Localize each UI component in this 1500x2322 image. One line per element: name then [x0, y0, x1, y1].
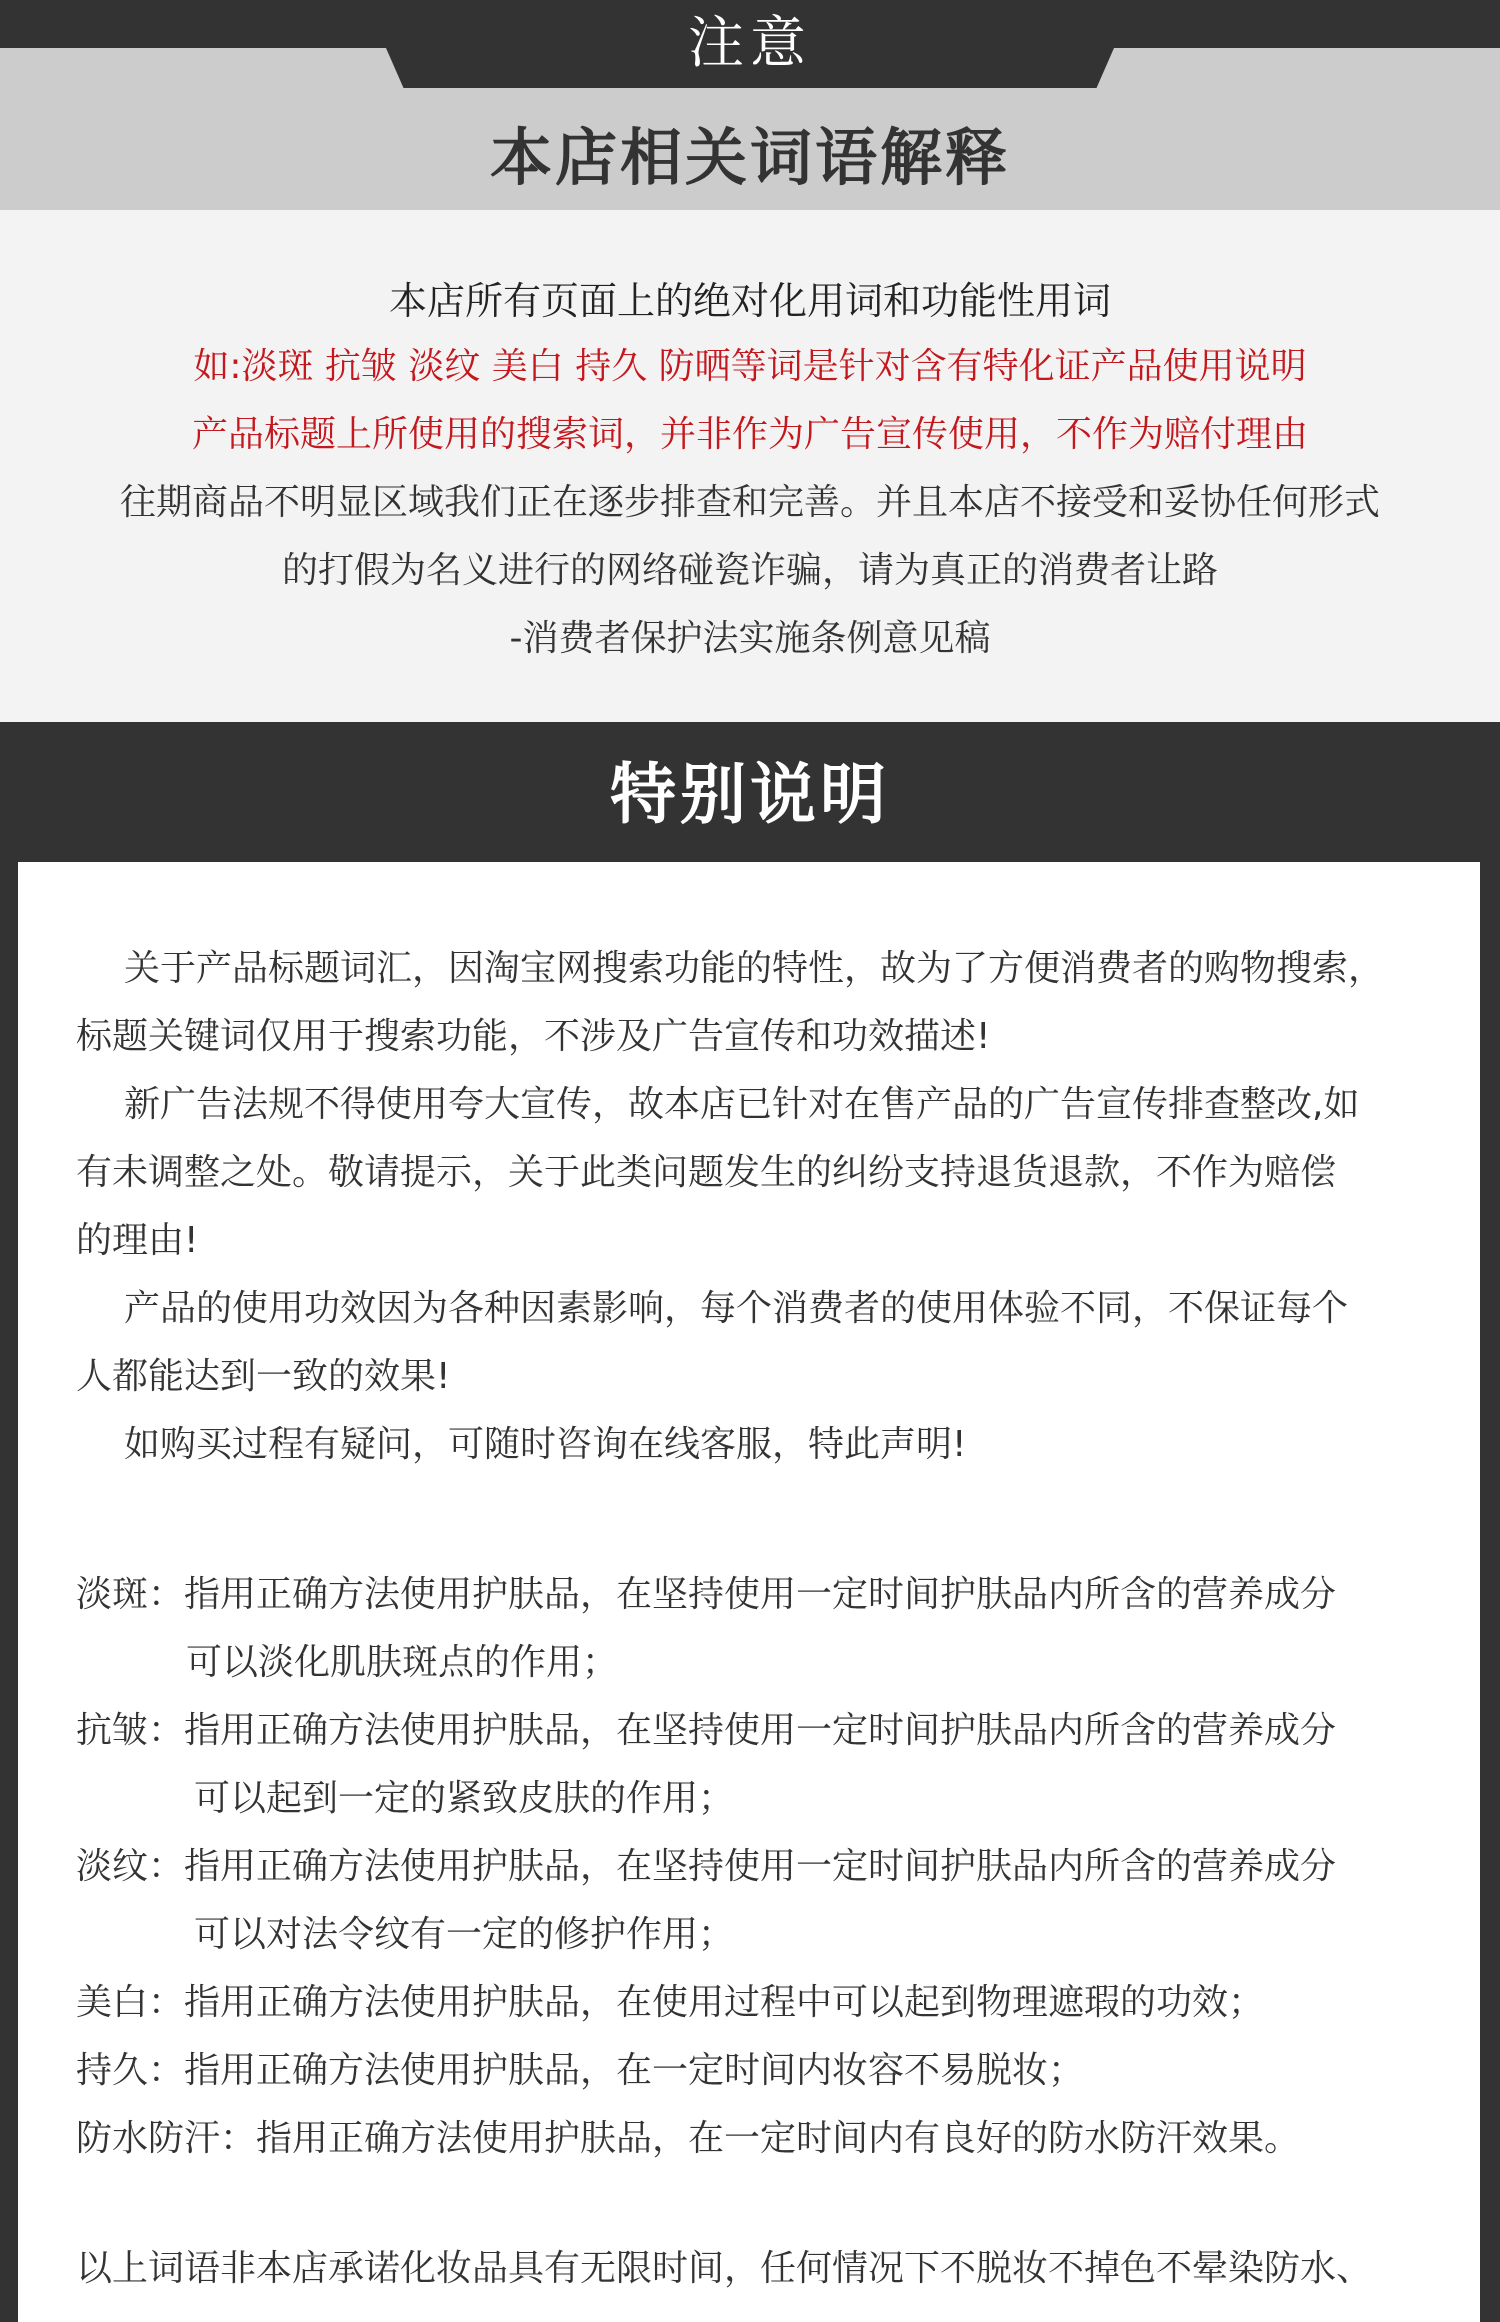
section2-panel	[18, 862, 1480, 2322]
term-definition-continued: 可以淡化肌肤斑点的作用；	[186, 1642, 619, 1683]
term-definition: 持久：指用正确方法使用护肤品，在一定时间内妆容不易脱妆；	[76, 2050, 1085, 2091]
term-definition: 抗皱：指用正确方法使用护肤品，在坚持使用一定时间护肤品内所含的营养成分	[76, 1710, 1337, 1751]
section1-text-line: 的打假为名义进行的网络碰瓷诈骗，请为真正的消费者让路	[281, 550, 1218, 591]
term-definition: 美白：指用正确方法使用护肤品，在使用过程中可以起到物理遮瑕的功效；	[76, 1982, 1265, 2023]
term-definition-continued: 可以对法令纹有一定的修护作用；	[194, 1914, 735, 1955]
section1-body	[0, 210, 1500, 722]
disclaimer-line: 以上词语非本店承诺化妆品具有无限时间，任何情况下不脱妆不掉色不晕染防水、	[76, 2248, 1373, 2289]
term-definition-continued: 可以起到一定的紧致皮肤的作用；	[194, 1778, 735, 1819]
paragraph-line: 有未调整之处。敬请提示，关于此类问题发生的纠纷支持退货退款，不作为赔偿	[76, 1152, 1337, 1193]
paragraph-line: 的理由!	[76, 1220, 199, 1261]
paragraph-line: 新广告法规不得使用夸大宣传，故本店已针对在售产品的广告宣传排查整改,如	[124, 1084, 1360, 1125]
section1-source-line: -消费者保护法实施条例意见稿	[509, 618, 991, 659]
section1-title: 本店相关词语解释	[489, 121, 1010, 194]
section1-red-line: 如:淡斑 抗皱 淡纹 美白 持久 防晒等词是针对含有特化证产品使用说明	[193, 346, 1307, 387]
term-definition: 淡纹：指用正确方法使用护肤品，在坚持使用一定时间护肤品内所含的营养成分	[76, 1846, 1337, 1887]
section2-title: 特别说明	[610, 756, 890, 833]
notice-title: 注意	[688, 11, 812, 76]
paragraph-line: 如购买过程有疑问，可随时咨询在线客服，特此声明!	[124, 1424, 967, 1465]
section1-lead-line: 本店所有页面上的绝对化用词和功能性用词	[388, 279, 1111, 323]
paragraph-line: 标题关键词仅用于搜索功能，不涉及广告宣传和功效描述!	[76, 1016, 991, 1057]
paragraph-line: 产品的使用功效因为各种因素影响，每个消费者的使用体验不同，不保证每个	[124, 1288, 1349, 1329]
section1-red-line: 产品标题上所使用的搜索词，并非作为广告宣传使用，不作为赔付理由	[191, 414, 1308, 455]
paragraph-line: 人都能达到一致的效果!	[76, 1356, 451, 1397]
section1-text-line: 往期商品不明显区域我们正在逐步排查和完善。并且本店不接受和妥协任何形式	[119, 482, 1380, 523]
term-definition: 淡斑：指用正确方法使用护肤品，在坚持使用一定时间护肤品内所含的营养成分	[76, 1574, 1337, 1615]
term-definition: 防水防汗：指用正确方法使用护肤品，在一定时间内有良好的防水防汗效果。	[76, 2118, 1301, 2159]
paragraph-line: 关于产品标题词汇，因淘宝网搜索功能的特性，故为了方便消费者的购物搜索，	[124, 948, 1385, 989]
